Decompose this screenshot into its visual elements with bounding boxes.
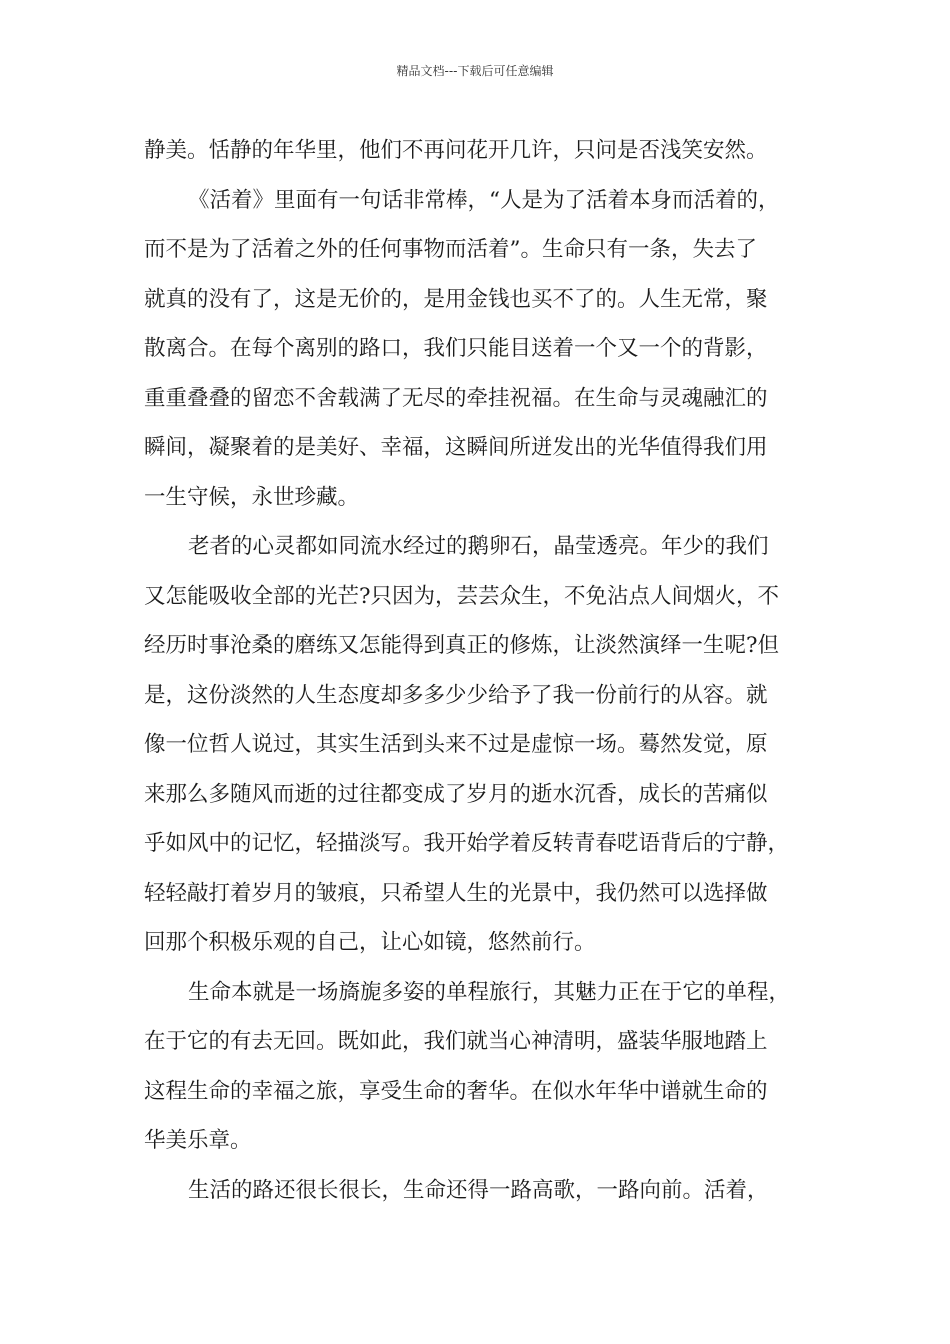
text-line: 《活着》里面有一句话非常棒，“人是为了活着本身而活着的，	[188, 187, 780, 213]
text-line: 像一位哲人说过，其实生活到头来不过是虚惊一场。蓦然发觉，原	[144, 732, 768, 757]
text-line: 来那么多随风而逝的过往都变成了岁月的逝水沉香，成长的苦痛似	[144, 781, 768, 807]
text-line: 华美乐章。	[144, 1128, 252, 1153]
text-line: 又怎能吸收全部的光芒?只因为，芸芸众生，不免沾点人间烟火，不	[144, 583, 780, 609]
text-line: 重重叠叠的留恋不舍载满了无尽的牵挂祝福。在生命与灵魂融汇的	[144, 385, 768, 411]
text-line: 乎如风中的记忆，轻描淡写。我开始学着反转青春呓语背后的宁静，	[144, 831, 790, 856]
text-line: 生命本就是一场旖旎多姿的单程旅行，其魅力正在于它的单程，	[188, 979, 791, 1005]
text-line: 就真的没有了，这是无价的，是用金钱也买不了的。人生无常，聚	[144, 286, 768, 312]
text-line: 而不是为了活着之外的任何事物而活着”。生命只有一条，失去了	[144, 237, 757, 262]
text-line: 是，这份淡然的人生态度却多多少少给予了我一份前行的从容。就	[144, 682, 768, 708]
text-line: 生活的路还很长很长，生命还得一路高歌，一路向前。活着，	[188, 1177, 769, 1203]
page-header: 精品文档---下载后可任意编辑	[396, 64, 554, 78]
body-text	[144, 132, 816, 1221]
text-line: 这程生命的幸福之旅，享受生命的奢华。在似水年华中谱就生命的	[144, 1078, 768, 1104]
text-line: 回那个积极乐观的自己，让心如镜，悠然前行。	[144, 930, 596, 955]
text-line: 瞬间，凝聚着的是美好、幸福，这瞬间所迸发出的光华值得我们用	[144, 435, 768, 460]
text-line: 老者的心灵都如同流水经过的鹅卵石，晶莹透亮。年少的我们	[188, 534, 769, 559]
text-line: 一生守候，永世珍藏。	[144, 484, 360, 510]
text-line: 轻轻敲打着岁月的皱痕，只希望人生的光景中，我仍然可以选择做	[144, 880, 768, 906]
text-line: 散离合。在每个离别的路口，我们只能目送着一个又一个的背影，	[144, 336, 768, 361]
text-line: 在于它的有去无回。既如此，我们就当心神清明，盛装华服地踏上	[144, 1029, 768, 1054]
text-line: 经历时事沧桑的磨练又怎能得到真正的修炼，让淡然演绎一生呢?但	[144, 633, 780, 658]
text-line: 静美。恬静的年华里，他们不再问花开几许，只问是否浅笑安然。	[144, 138, 768, 163]
